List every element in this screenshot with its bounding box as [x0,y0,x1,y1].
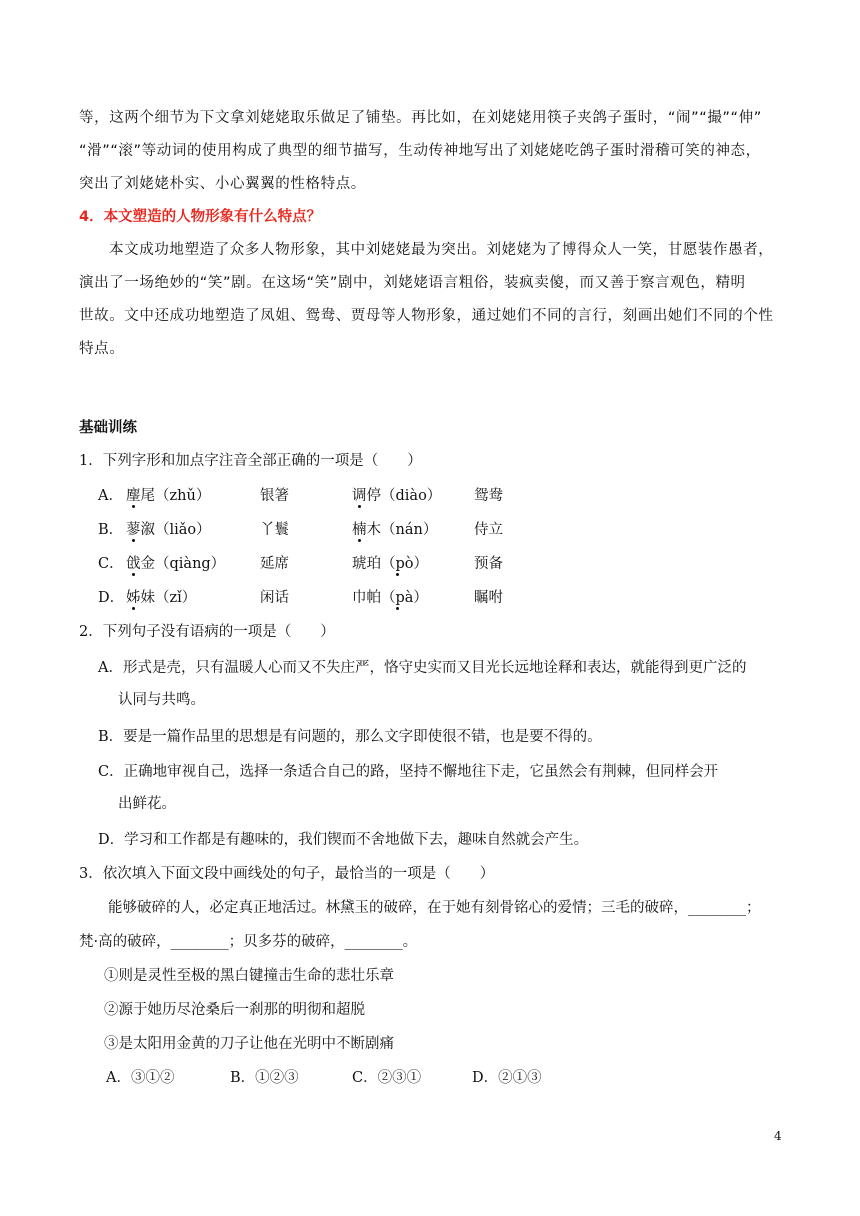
paragraph-line: 特点。 [79,341,125,357]
paragraph-line: 等，这两个细节为下文拿刘姥姥取乐做足了铺垫。再比如，在刘姥姥用筷子夹鸽子蛋时，“闹”“撮”“伸” [79,110,762,126]
q2-option-d: D．学习和工作都是有趣味的，我们锲而不舍地做下去，趣味自然就会产生。 [98,832,589,848]
option-word-4: 侍立 [474,522,503,538]
option-word-1: 蓼溆（liǎo） [126,522,211,538]
q3-passage-line2: 梵·高的破碎，________；贝多芬的破碎，________。 [79,934,418,950]
option-word-4: 瞩咐 [474,590,503,606]
q3-option-a: A．③①② [106,1070,175,1086]
question-3-stem: 3．依次填入下面文段中画线处的句子，最恰当的一项是（ ） [79,866,495,882]
option-word-1: 麈尾（zhǔ） [126,488,211,504]
option-word-2: 闲话 [260,590,289,606]
q2-option-a-line2: 认同与共鸣。 [118,692,205,708]
paragraph-line: 演出了一场绝妙的“笑”剧。在这场“笑”剧中，刘姥姥语言粗俗，装疯卖傻，而又善于察言观色，精明 [79,275,746,291]
question-1-stem: 1．下列字形和加点字注音全部正确的一项是（ ） [79,453,422,469]
q3-sentence-2: ②源于她历尽沧桑后一刹那的明彻和超脱 [104,1002,365,1018]
section-title: 基础训练 [79,420,137,436]
q2-option-c-line2: 出鲜花。 [118,796,176,812]
question-2-stem: 2．下列句子没有语病的一项是（ ） [79,624,335,640]
paragraph-character-analysis [79,234,779,366]
option-word-2: 丫鬟 [260,522,289,538]
q3-sentence-1: ①则是灵性至极的黑白键撞击生命的悲壮乐章 [104,968,394,984]
question-4-heading: 4．本文塑造的人物形象有什么特点？ [79,209,322,225]
paragraph-line: 世故。文中还成功地塑造了凤姐、鸳鸯、贾母等人物形象，通过她们不同的言行，刻画出她们不同的个性 [79,308,774,324]
option-letter: B． [98,522,124,538]
q3-sentence-3: ③是太阳用金黄的刀子让他在光明中不断剧痛 [104,1036,394,1052]
option-word-2: 银箸 [260,488,289,504]
q2-option-c-line1: C．正确地审视自己，选择一条适合自己的路，坚持不懈地往下走，它虽然会有荆棘，但同样会开 [98,764,719,780]
paragraph-line: 突出了刘姥姥朴实、小心翼翼的性格特点。 [79,176,366,192]
page-number: 4 [774,1129,782,1143]
option-word-3: 琥珀（pò） [352,556,429,572]
option-word-1: 姊妹（zǐ） [126,590,197,606]
paragraph-detail-analysis [79,102,779,201]
paragraph-line: “滑”“滚”等动词的使用构成了典型的细节描写，生动传神地写出了刘姥姥吃鸽子蛋时滑稽可笑的神态， [79,143,761,159]
option-letter: D． [98,590,125,606]
q3-option-d: D．②①③ [472,1070,542,1086]
paragraph-line: 本文成功地塑造了众多人物形象，其中刘姥姥最为突出。刘姥姥为了博得众人一笑，甘愿装作愚者， [109,242,774,258]
q3-option-b: B．①②③ [230,1070,299,1086]
q3-option-c: C．②③① [352,1070,422,1086]
option-word-3: 调停（diào） [352,488,442,504]
option-word-4: 鸳鸯 [474,488,503,504]
option-word-3: 楠木（nán） [352,522,438,538]
option-word-2: 延席 [260,556,289,572]
option-word-1: 戗金（qiàng） [126,556,226,572]
option-letter: A． [98,488,123,504]
option-word-3: 巾帕（pà） [352,590,428,606]
q3-passage-line1: 能够破碎的人，必定真正地活过。林黛玉的破碎，在于她有刻骨铭心的爱情；三毛的破碎，________； [108,900,761,916]
q2-option-b: B．要是一篇作品里的思想是有问题的，那么文字即使很不错，也是要不得的。 [98,729,602,745]
option-letter: C． [98,556,124,572]
q2-option-a-line1: A．形式是壳，只有温暖人心而又不失庄严，恪守史实而又目光长远地诠释和表达，就能得到更广泛的 [98,660,747,676]
option-word-4: 预备 [474,556,503,572]
